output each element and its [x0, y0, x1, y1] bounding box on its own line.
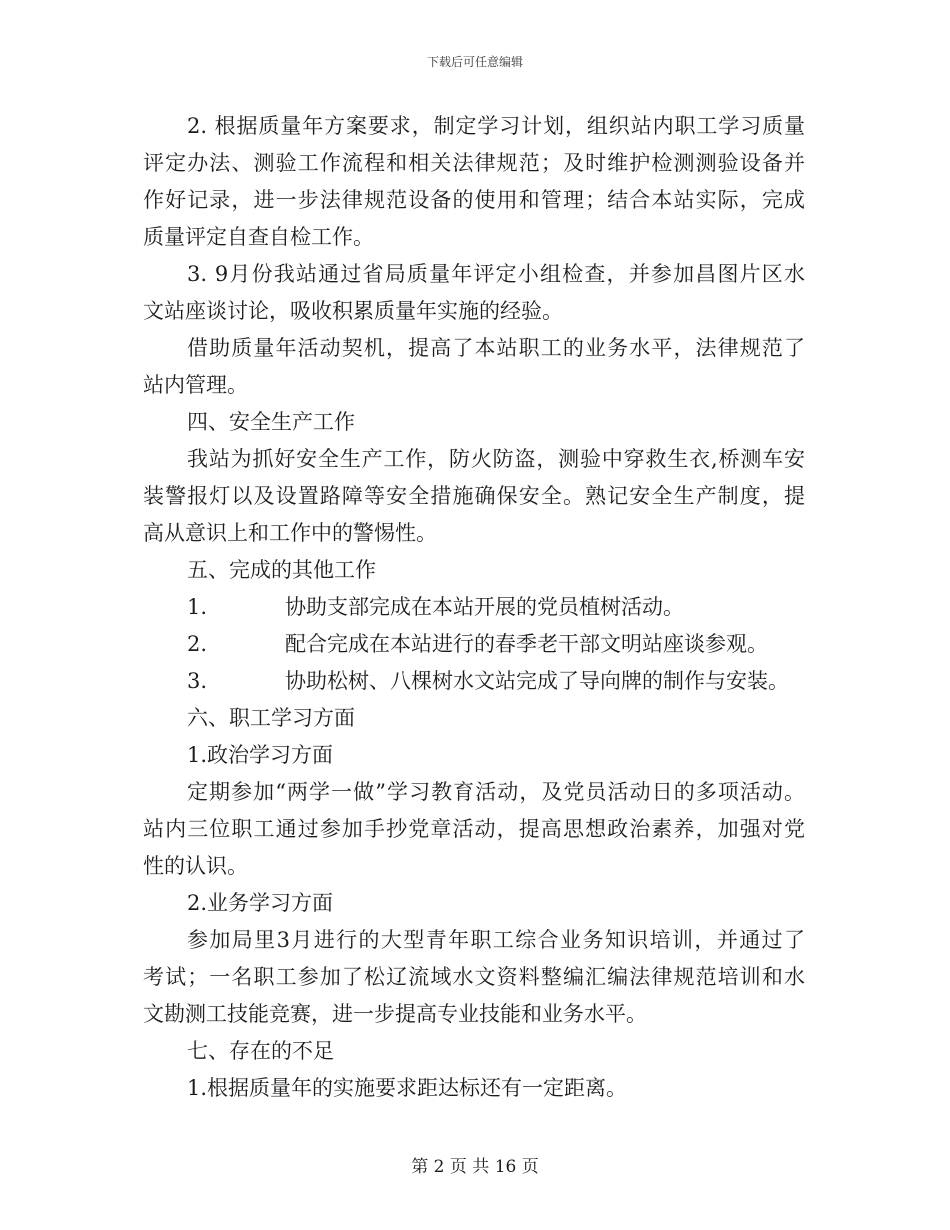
section-heading: 五、完成的其他工作 — [187, 558, 376, 582]
section-heading: 七、存在的不足 — [187, 1039, 334, 1063]
paragraph-line: 质量评定自查自检工作。 — [143, 225, 374, 249]
paragraph-line: 文勘测工技能竞赛，进一步提高专业技能和业务水平。 — [143, 1002, 647, 1026]
paragraph-line: 参加局里3月进行的大型青年职工综合业务知识培训，并通过了 — [187, 928, 805, 952]
paragraph-line: 评定办法、测验工作流程和相关法律规范；及时维护检测测验设备并 — [143, 151, 805, 175]
paragraph — [143, 441, 805, 552]
list-text: 协助松树、八棵树水文站完成了导向牌的制作与安装。 — [285, 669, 789, 693]
list-number: 3. — [187, 669, 208, 693]
task-list-item — [187, 626, 805, 663]
paragraph-line: 考试；一名职工参加了松辽流域水文资料整编汇编法律规范培训和水 — [143, 965, 805, 989]
list-text: 协助支部完成在本站开展的党员植树活动。 — [285, 595, 684, 619]
list-text: 配合完成在本站进行的春季老干部文明站座谈参观。 — [285, 632, 768, 656]
paragraph-line: 1.根据质量年的实施要求距达标还有一定距离。 — [187, 1076, 628, 1100]
paragraph-line: 文站座谈讨论，吸收积累质量年实施的经验。 — [143, 299, 563, 323]
paragraph — [143, 108, 805, 256]
section-heading: 四、安全生产工作 — [187, 410, 355, 434]
paragraph-line: 我站为抓好安全生产工作，防火防盗，测验中穿救生衣,桥测车安 — [187, 447, 805, 471]
subsection-heading: 2.业务学习方面 — [187, 891, 334, 915]
paragraph-line: 站内管理。 — [143, 373, 248, 397]
paragraph-line: 作好记录，进一步法律规范设备的使用和管理；结合本站实际，完成 — [143, 188, 805, 212]
page-header-note: 下载后可任意编辑 — [426, 55, 523, 69]
paragraph — [143, 330, 805, 404]
page-number-footer: 第 2 页 共 16 页 — [411, 1157, 539, 1177]
paragraph — [143, 1070, 805, 1107]
paragraph — [143, 256, 805, 330]
task-list-item — [187, 589, 805, 626]
paragraph-line: 定期参加“两学一做”学习教育活动，及党员活动日的多项活动。 — [187, 780, 805, 804]
task-list — [143, 589, 805, 700]
paragraph-line: 高从意识上和工作中的警惕性。 — [143, 521, 437, 545]
subsection-heading: 1.政治学习方面 — [187, 743, 334, 767]
paragraph-line: 装警报灯以及设置路障等安全措施确保安全。熟记安全生产制度，提 — [143, 484, 805, 508]
paragraph-line: 借助质量年活动契机，提高了本站职工的业务水平，法律规范了 — [187, 336, 805, 360]
list-number: 2. — [187, 632, 208, 656]
list-number: 1. — [187, 595, 208, 619]
paragraph-line: 2. 根据质量年方案要求，制定学习计划，组织站内职工学习质量 — [187, 114, 805, 138]
paragraph-line: 站内三位职工通过参加手抄党章活动，提高思想政治素养，加强对党 — [143, 817, 805, 841]
document-body — [143, 108, 805, 1107]
paragraph-line: 性的认识。 — [143, 854, 248, 878]
paragraph-line: 3. 9月份我站通过省局质量年评定小组检查，并参加昌图片区水 — [187, 262, 805, 286]
section-heading: 六、职工学习方面 — [187, 706, 355, 730]
paragraph — [143, 774, 805, 885]
task-list-item — [187, 663, 805, 700]
paragraph — [143, 922, 805, 1033]
